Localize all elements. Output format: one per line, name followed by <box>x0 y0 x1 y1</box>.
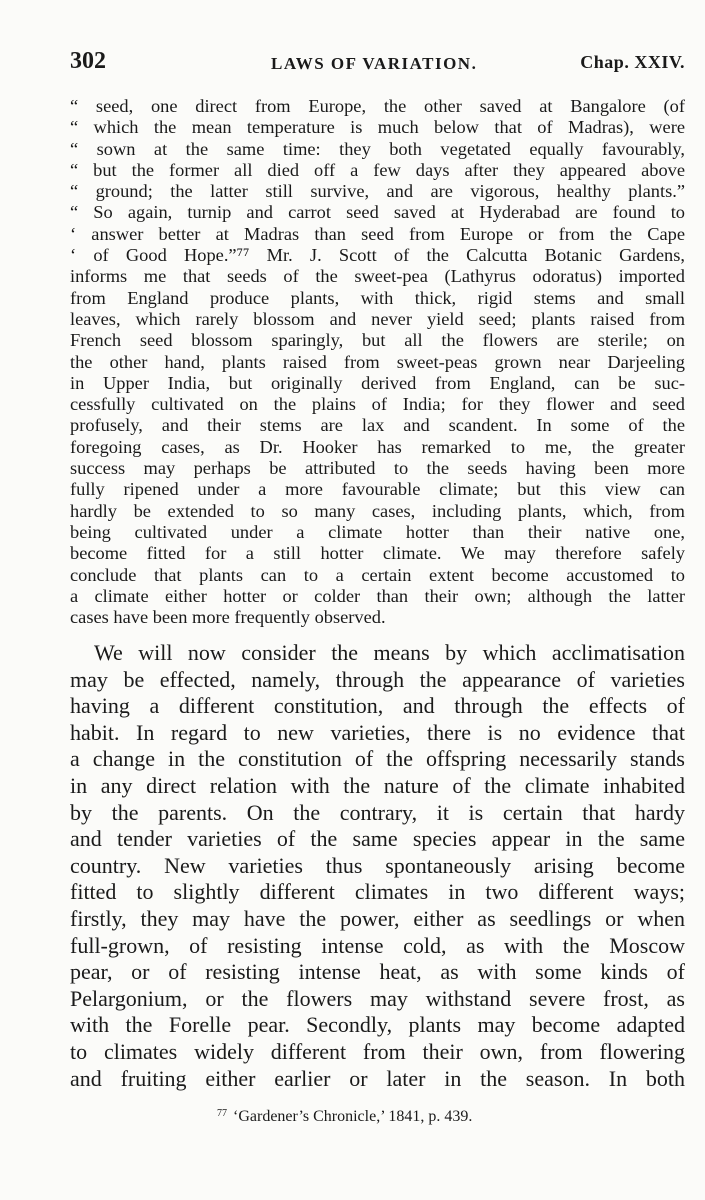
page-number: 302 <box>70 48 106 74</box>
text-line: firstly, they may have the power, either as seedlings or when <box>70 905 685 931</box>
text-line: and fruiting either earlier or later in the season. In both <box>70 1065 685 1091</box>
text-line: having a different constitution, and through the effects of <box>70 693 685 719</box>
text-line: “ sown at the same time: they both vegetated equally favourably, <box>70 138 685 159</box>
text-line: success may perhaps be attributed to the seeds having been more <box>70 458 685 479</box>
text-line: the other hand, plants raised from sweet-peas grown near Darjeeling <box>70 351 685 372</box>
running-title: LAWS OF VARIATION. <box>271 54 478 73</box>
text-line: in Upper India, but originally derived from England, can be suc- <box>70 372 685 393</box>
text-line: habit. In regard to new varieties, there is no evidence that <box>70 719 685 745</box>
text-line: from England produce plants, with thick, rigid stems and small <box>70 287 685 308</box>
chapter-label: Chap. XXIV. <box>580 52 685 72</box>
text-line: “ but the former all died off a few days after they appeared above <box>70 159 685 180</box>
text-line: ‘ answer better at Madras than seed from Europe or from the Cape <box>70 223 685 244</box>
text-line: fitted to slightly different climates in two different ways; <box>70 879 685 905</box>
text-line: fully ripened under a more favourable climate; but this view can <box>70 479 685 500</box>
text-line: “ ground; the latter still survive, and are vigorous, healthy plants.” <box>70 181 685 202</box>
text-line: “ seed, one direct from Europe, the other saved at Bangalore (of <box>70 96 685 116</box>
text-line: Pelargonium, or the flowers may withstand severe frost, as <box>70 985 685 1011</box>
text-line: profusely, and their stems are lax and scandent. In some of the <box>70 415 685 436</box>
text-line: We will now consider the means by which acclimatisation <box>94 640 685 665</box>
text-line: being cultivated under a climate hotter than their native one, <box>70 521 685 542</box>
text-line: pear, or of resisting intense heat, as with some kinds of <box>70 959 685 985</box>
text-line: full-grown, of resisting intense cold, as with the Moscow <box>70 932 685 958</box>
text-line: become fitted for a still hotter climate. We may therefore safely <box>70 543 685 564</box>
text-line: a change in the constitution of the offspring necessarily stands <box>70 746 685 772</box>
text-line: may be effected, namely, through the appearance of varieties <box>70 666 685 692</box>
text-line: conclude that plants can to a certain extent become accustomed to <box>70 564 685 585</box>
text-line: a climate either hotter or colder than their own; although the latter <box>70 585 685 606</box>
text-line: “ So again, turnip and carrot seed saved at Hyderabad are found to <box>70 202 685 223</box>
text-line: and tender varieties of the same species appear in the same <box>70 826 685 852</box>
text-line: “ which the mean temperature is much below that of Madras), were <box>70 117 685 138</box>
footnote <box>217 1108 472 1126</box>
text-line: with the Forelle pear. Secondly, plants may become adapted <box>70 1012 685 1038</box>
text-line: foregoing cases, as Dr. Hooker has remarked to me, the greater <box>70 436 685 457</box>
quoted-paragraph <box>70 96 685 628</box>
text-line: to climates widely different from their own, from flowering <box>70 1038 685 1064</box>
text-line: cessfully cultivated on the plains of India; for they flower and seed <box>70 394 685 415</box>
text-line: country. New varieties thus spontaneously arising become <box>70 852 685 878</box>
text-line: hardly be extended to so many cases, including plants, which, from <box>70 500 685 521</box>
text-line: leaves, which rarely blossom and never yield seed; plants raised from <box>70 308 685 329</box>
footnote-number: 77 <box>217 1108 227 1119</box>
footnote-text: ‘Gardener’s Chronicle,’ 1841, p. 439. <box>233 1108 473 1125</box>
text-line: informs me that seeds of the sweet-pea (Lathyrus odoratus) imported <box>70 266 685 287</box>
text-line: French seed blossom sparingly, but all the flowers are sterile; on <box>70 330 685 351</box>
page-header <box>70 48 685 80</box>
text-line: ‘ of Good Hope.”⁷⁷ Mr. J. Scott of the Calcutta Botanic Gardens, <box>70 245 685 266</box>
text-line: in any direct relation with the nature of the climate inhabited <box>70 772 685 798</box>
text-line: by the parents. On the contrary, it is certain that hardy <box>70 799 685 825</box>
text-line: cases have been more frequently observed. <box>70 607 386 628</box>
body-paragraph <box>70 640 685 1092</box>
